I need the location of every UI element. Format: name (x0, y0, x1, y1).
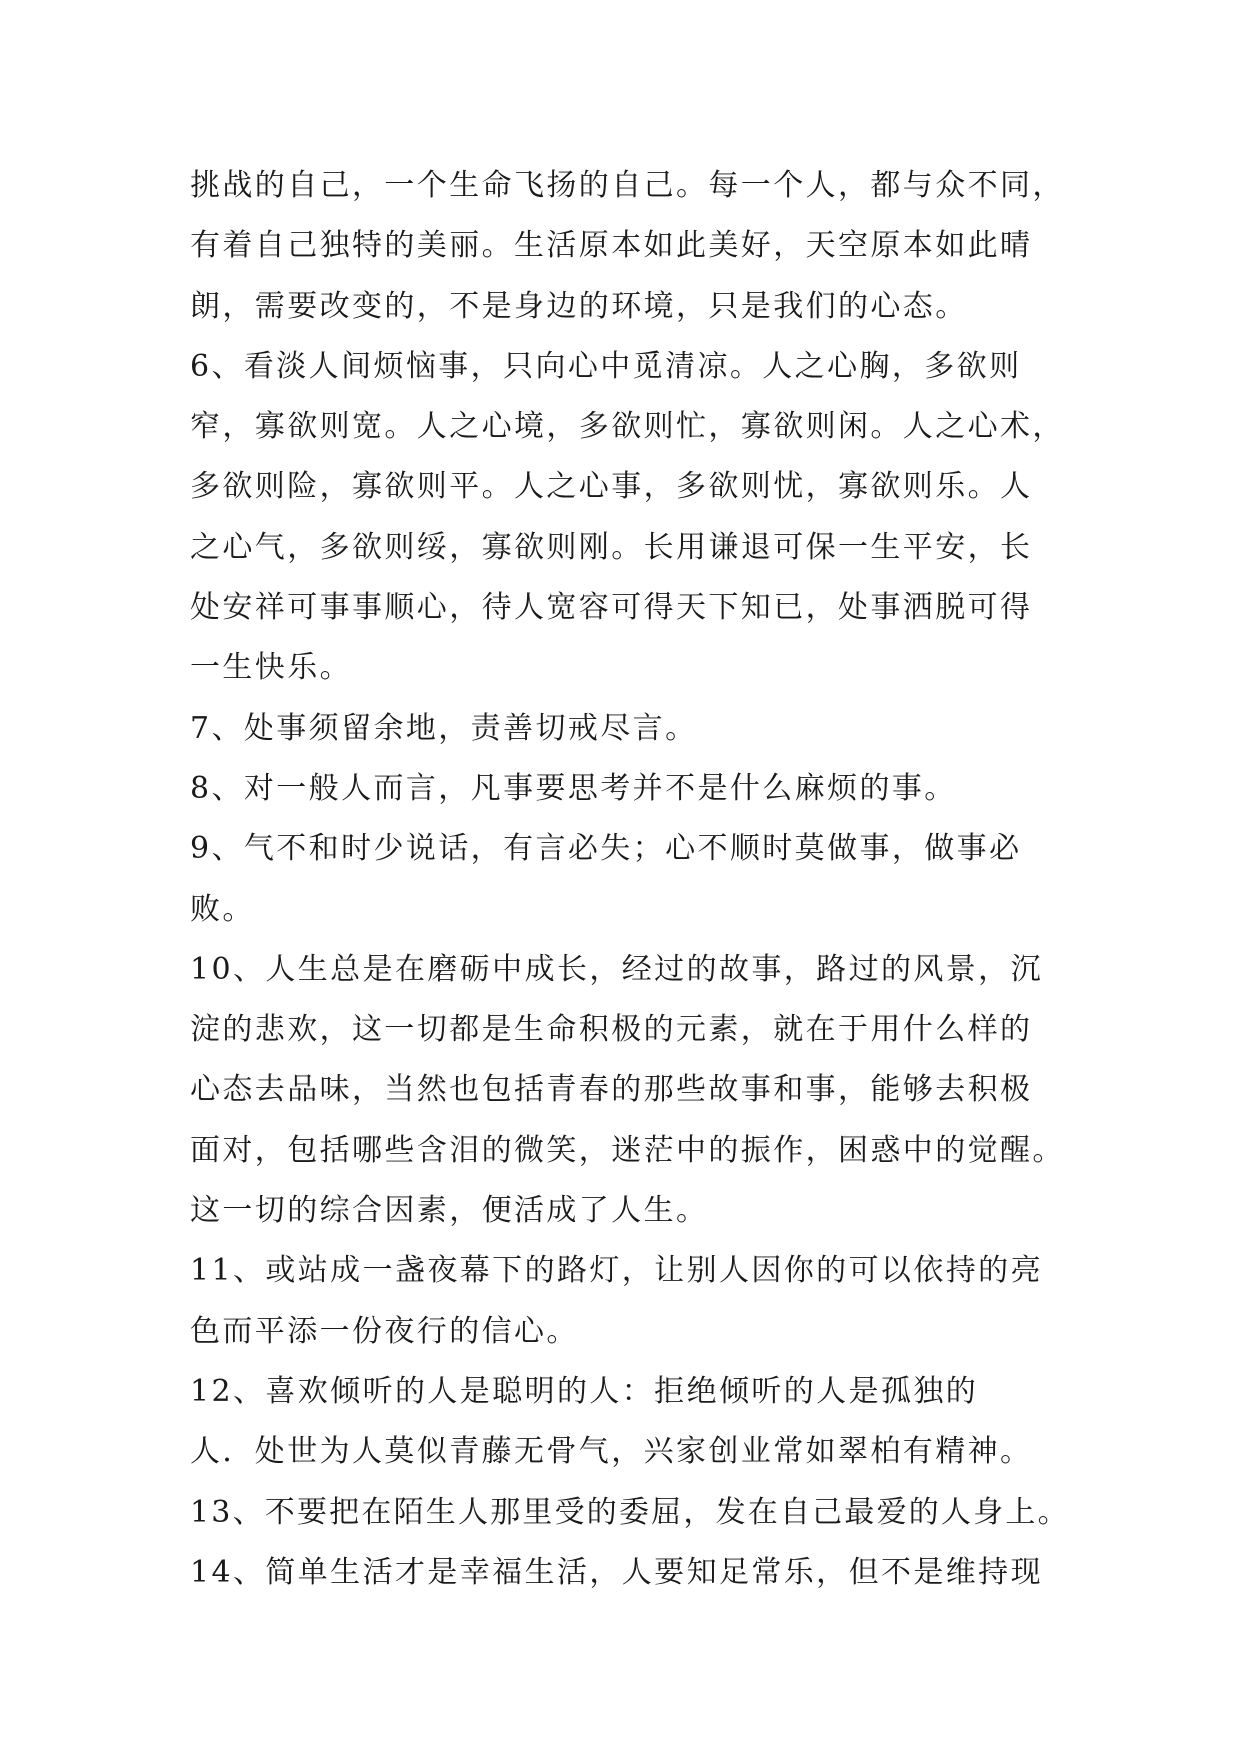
text-line: 8、对一般人而言，凡事要思考并不是什么麻烦的事。 (190, 770, 957, 806)
text-line: 有着自己独特的美丽。生活原本如此美好，天空原本如此晴 (190, 228, 1033, 264)
text-line: 处安祥可事事顺心，待人宽容可得天下知已，处事洒脱可得 (190, 590, 1033, 626)
text-line: 挑战的自己，一个生命飞扬的自己。每一个人，都与众不同， (190, 168, 1065, 203)
text-line: 多欲则险，寡欲则平。人之心事，多欲则忧，寡欲则乐。人 (190, 469, 1033, 505)
text-line: 6、看淡人间烦恼事，只向心中觅清凉。人之心胸，多欲则 (190, 348, 1022, 384)
text-line: 7、处事须留余地，责善切戒尽言。 (190, 710, 698, 746)
text-line: 9、气不和时少说话，有言必失；心不顺时莫做事，做事必 (190, 831, 1022, 867)
text-line: 11、或站成一盏夜幕下的路灯，让别人因你的可以依持的亮 (190, 1253, 1043, 1289)
text-line: 败。 (190, 891, 255, 927)
text-line: 淀的悲欢，这一切都是生命积极的元素，就在于用什么样的 (190, 1012, 1033, 1048)
text-line: 10、人生总是在磨砺中成长，经过的故事，路过的风景，沉 (190, 951, 1043, 987)
text-line: 一生快乐。 (190, 650, 352, 686)
text-line: 色而平添一份夜行的信心。 (190, 1313, 579, 1349)
text-line: 这一切的综合因素，便活成了人生。 (190, 1193, 709, 1229)
text-line: 13、不要把在陌生人那里受的委屈，发在自己最爱的人身上。 (190, 1494, 1070, 1530)
text-line: 朗，需要改变的，不是身边的环境，只是我们的心态。 (190, 288, 968, 324)
text-line: 12、喜欢倾听的人是聪明的人：拒绝倾听的人是孤独的 (190, 1373, 979, 1409)
body-text (190, 156, 1070, 1603)
text-line: 14、简单生活才是幸福生活，人要知足常乐，但不是维持现 (190, 1554, 1043, 1590)
text-line: 人．处世为人莫似青藤无骨气，兴家创业常如翠柏有精神。 (190, 1434, 1033, 1470)
text-line: 之心气，多欲则绥，寡欲则刚。长用谦退可保一生平安，长 (190, 529, 1033, 565)
text-line: 窄，寡欲则宽。人之心境，多欲则忙，寡欲则闲。人之心术， (190, 409, 1065, 445)
text-line: 心态去品味，当然也包括青春的那些故事和事，能够去积极 (190, 1072, 1033, 1108)
text-line: 面对，包括哪些含泪的微笑，迷茫中的振作，困惑中的觉醒。 (190, 1132, 1065, 1168)
